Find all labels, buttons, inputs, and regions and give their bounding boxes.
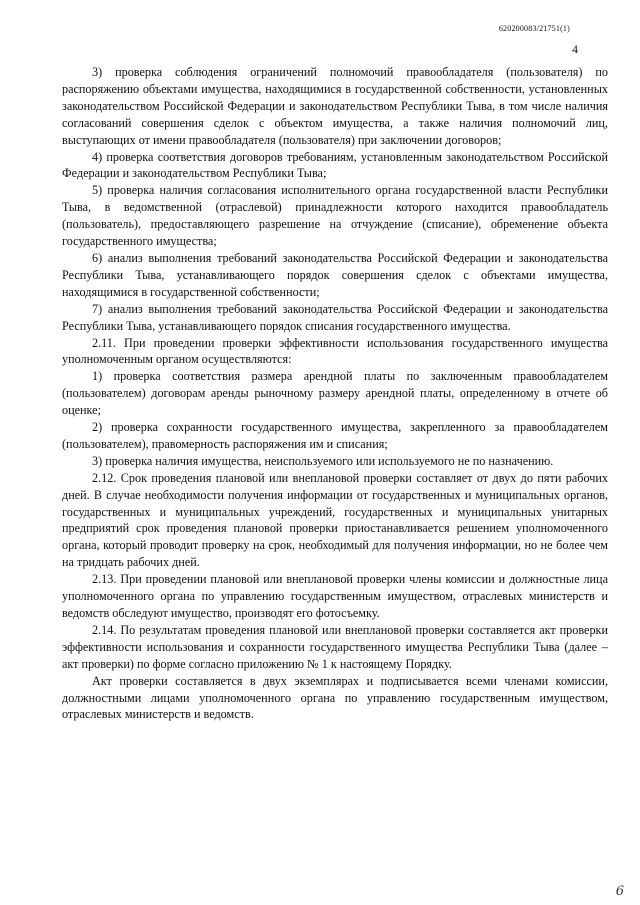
- document-code: 620200083/21751(1): [498, 24, 570, 33]
- paragraph-2-11-item-1: 1) проверка соответствия размера арендной платы по заключенным правообладателем (пользователем) договорам аренды рыночному размеру арендной платы, определенному в отчете об оценке;: [62, 369, 608, 418]
- paragraph-2-11-item-3: 3) проверка наличия имущества, неиспользуемого или используемого не по назначению.: [92, 453, 554, 468]
- paragraph-2-14: 2.14. По результатам проведения плановой или внеплановой проверки составляется акт проверки эффективности использования и сохранности государственного имущества Республики Тыва (далее – акт проверки) по форме согласно приложению № 1 к настоящему Порядку.: [62, 622, 608, 671]
- paragraph-item-7: 7) анализ выполнения требований законодательства Российской Федерации и законодательства Республики Тыва, устанавливающего порядок списания государственного имущества.: [62, 301, 608, 333]
- document-body: [62, 64, 608, 723]
- paragraph-item-4: 4) проверка соответствия договоров требованиям, установленным законодательством Российской Федерации и законодательством Республики Тыва;: [62, 149, 608, 181]
- paragraph-item-5: 5) проверка наличия согласования исполнительного органа государственной власти Республики Тыва, в ведомственной (отраслевой) принадлежности которого находится правообладатель (пользователь), предоставляющего разрешение на отчуждение (списание), обременение объекта государственного имущества;: [62, 183, 608, 249]
- paragraph-2-11: 2.11. При проведении проверки эффективности использования государственного имущества уполномоченным органом осуществляются:: [62, 335, 608, 367]
- paragraph-item-3: 3) проверка соблюдения ограничений полномочий правообладателя (пользователя) по распоряжению объектами имущества, находящимися в государственной собственности, установленных законодательством Российской Федерации и законодательством Республики Тыва, в том числе наличия согласований совершения сделок с объектом имущества, а также наличия полномочий лиц, выступающих от имени правообладателя (пользователя) при заключении договоров;: [62, 65, 608, 147]
- paragraph-act-signing: Акт проверки составляется в двух экземплярах и подписывается всеми членами комиссии, должностными лицами уполномоченного органа по управлению государственным имуществом, отраслевых министерств и ведомств.: [62, 673, 608, 722]
- handwritten-page-mark: 6: [615, 884, 624, 899]
- page-number: 4: [572, 42, 578, 56]
- paragraph-item-6: 6) анализ выполнения требований законодательства Российской Федерации и законодательства Республики Тыва, устанавливающего порядок совершения сделок с объектами имущества, находящимися в государственной собственности;: [62, 250, 608, 299]
- paragraph-2-12: 2.12. Срок проведения плановой или внеплановой проверки составляет от двух до пяти рабочих дней. В случае необходимости получения информации от государственных и муниципальных органов, государственных и муниципальных учреждений, государственных и муниципальных унитарных предприятий срок проведения плановой проверки приостанавливается решением уполномоченного органа, который проводит проверку на срок, необходимый для получения информации, но не более чем на тридцать рабочих дней.: [62, 470, 608, 570]
- paragraph-2-11-item-2: 2) проверка сохранности государственного имущества, закрепленного за правообладателем (пользователем), правомерность распоряжения им и списания;: [62, 420, 608, 451]
- paragraph-2-13: 2.13. При проведении плановой или внеплановой проверки члены комиссии и должностные лица уполномоченного органа по управлению государственным имуществом, отраслевых министерств и ведомств обследуют имущество, производят его фотосъемку.: [62, 572, 608, 620]
